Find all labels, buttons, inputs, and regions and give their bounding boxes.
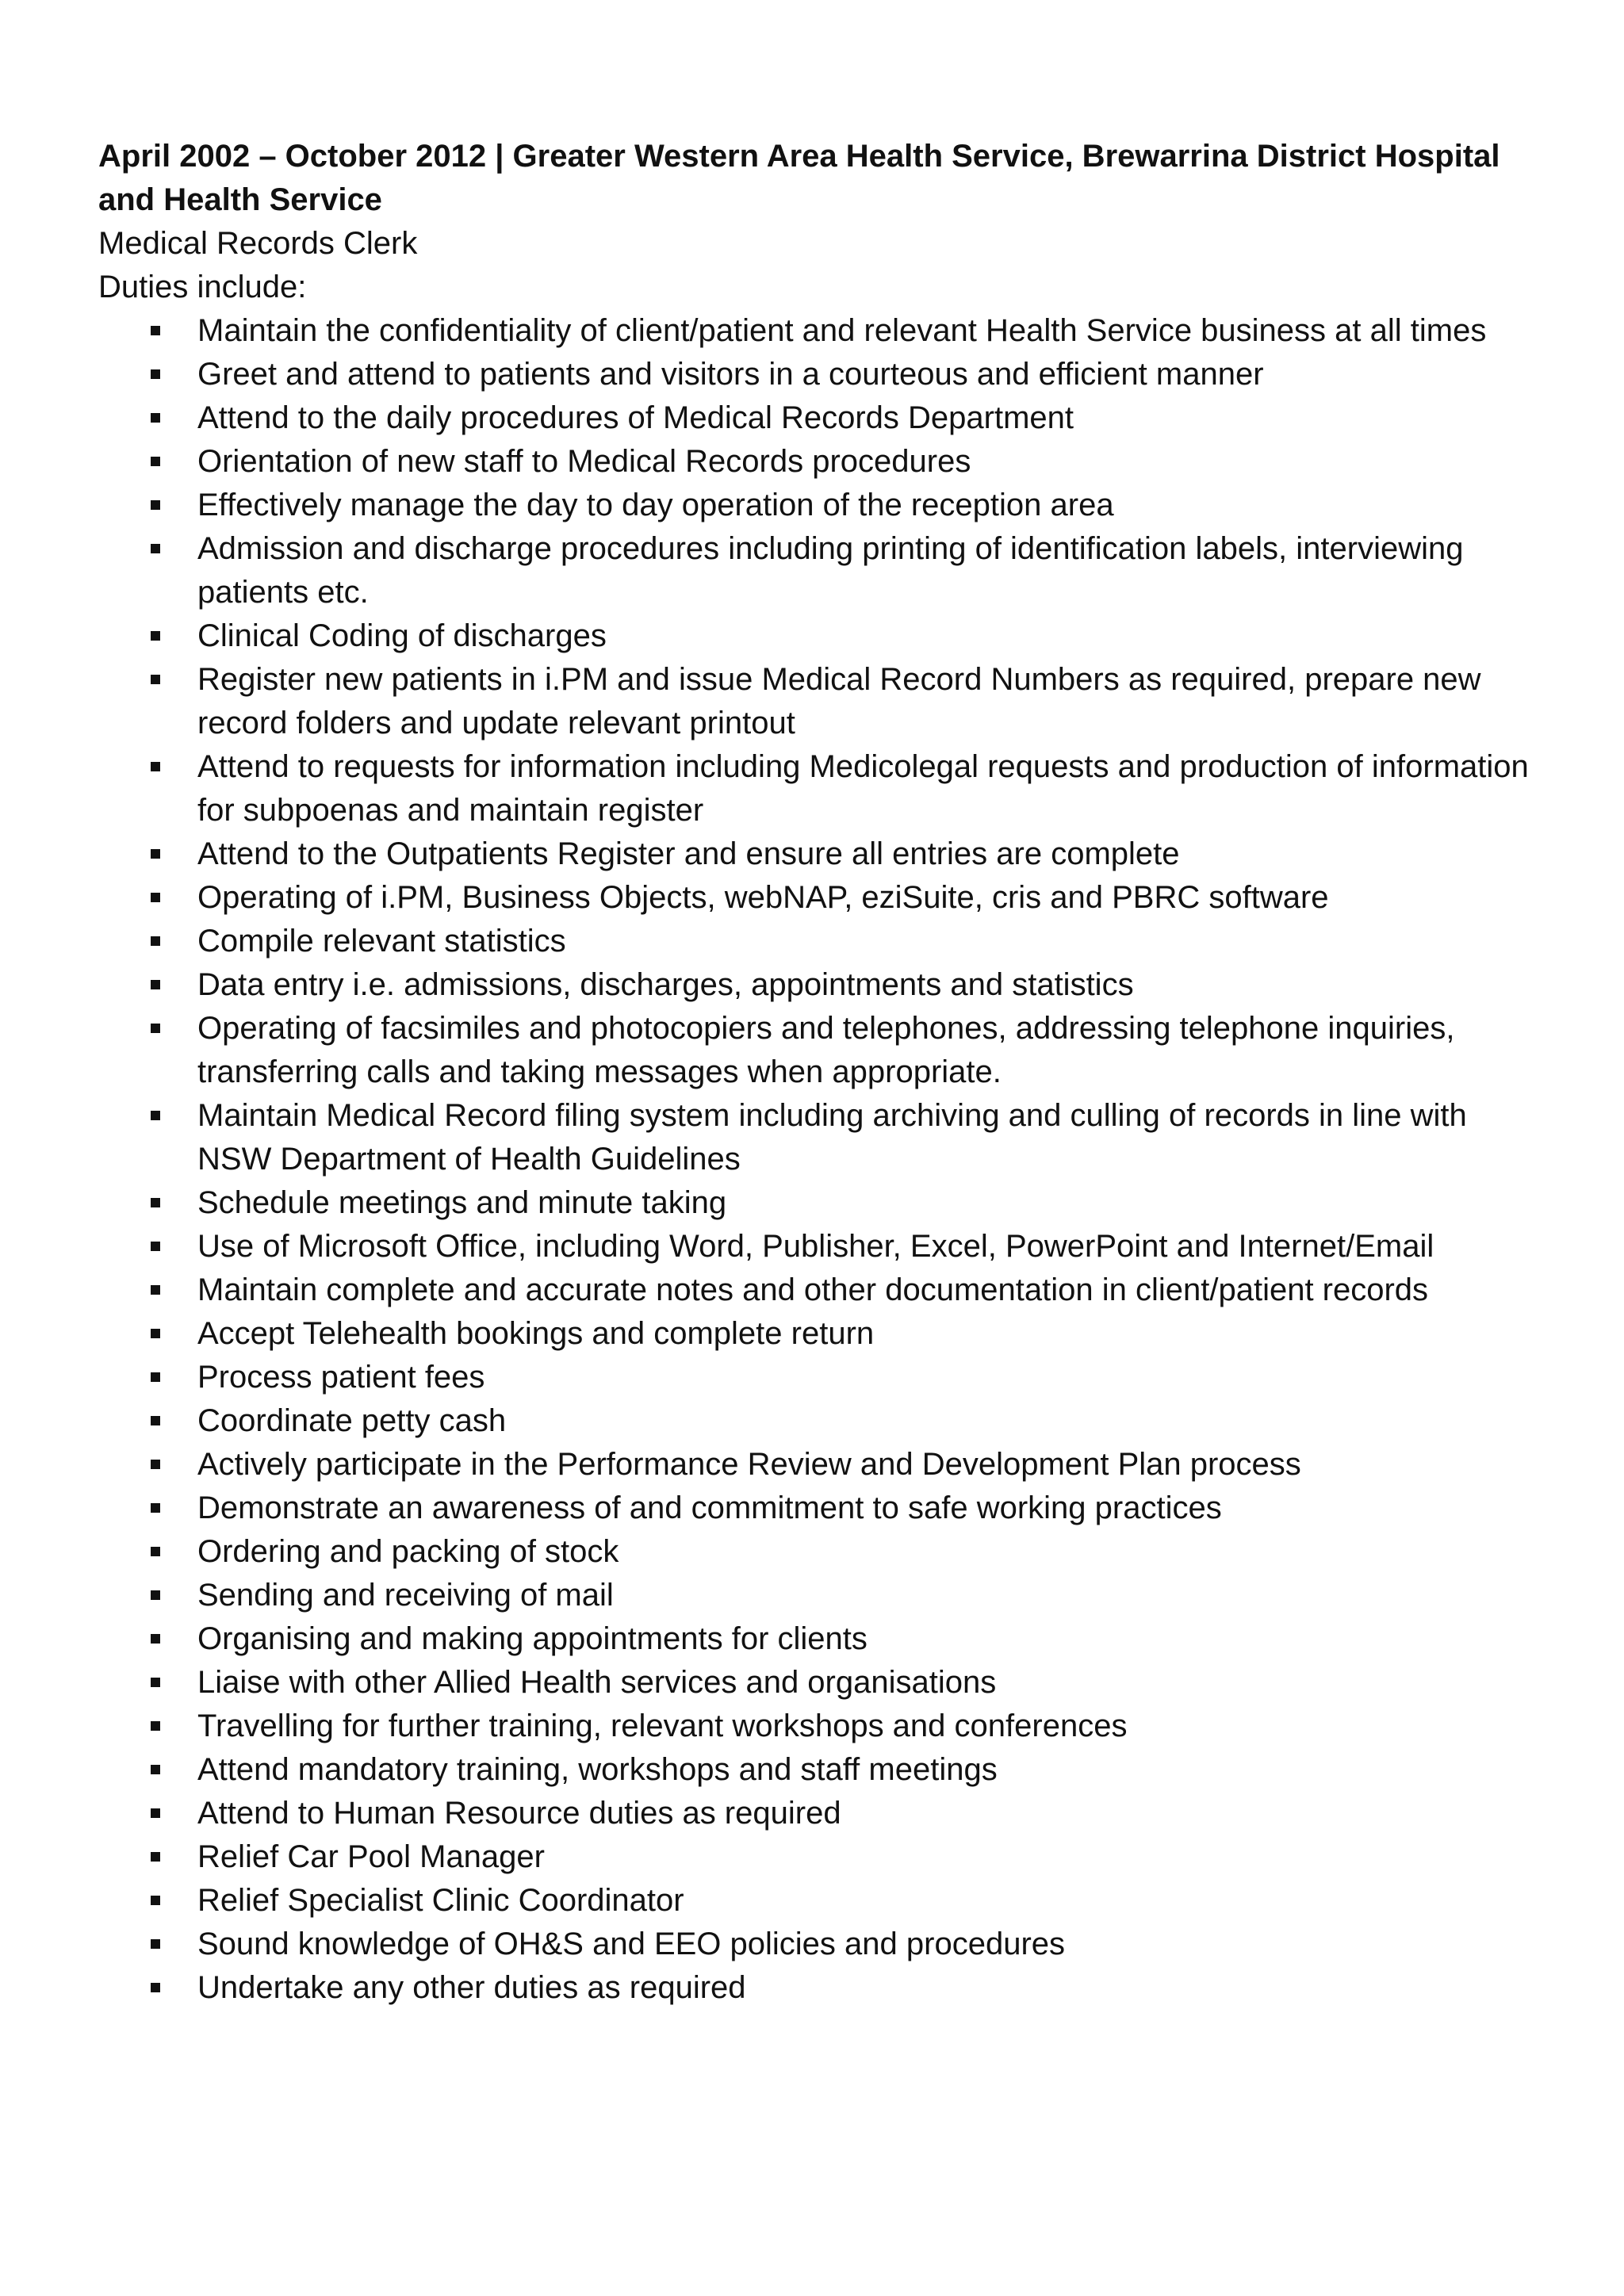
duty-item [98, 309, 1542, 353]
duty-item [98, 396, 1542, 440]
square-bullet-icon [151, 675, 160, 684]
duty-text: Compile relevant statistics [197, 924, 566, 959]
duty-text: Actively participate in the Performance Review and Development Plan process [197, 1447, 1301, 1482]
square-bullet-icon [151, 1808, 160, 1818]
duty-text: Organising and making appointments for clients [197, 1621, 868, 1656]
duty-item [98, 1661, 1542, 1705]
square-bullet-icon [151, 1503, 160, 1513]
duty-item [98, 1792, 1542, 1835]
duty-item [98, 1225, 1542, 1269]
square-bullet-icon [151, 1983, 160, 1992]
duty-text: Ordering and packing of stock [197, 1534, 619, 1569]
square-bullet-icon [151, 369, 160, 379]
duty-item [98, 1923, 1542, 1966]
duty-text: Sound knowledge of OH&S and EEO policies and procedures [197, 1927, 1066, 1961]
duty-item [98, 876, 1542, 920]
duty-text: Operating of facsimiles and photocopiers and telephones, addressing telephone inquiries, transferring calls and taking messages when appropriate. [197, 1011, 1455, 1089]
square-bullet-icon [151, 631, 160, 641]
duty-text: Schedule meetings and minute taking [197, 1185, 727, 1220]
square-bullet-icon [151, 1111, 160, 1120]
square-bullet-icon [151, 413, 160, 423]
duty-text: Travelling for further training, relevant workshops and conferences [197, 1709, 1128, 1743]
duty-item [98, 832, 1542, 876]
duty-text: Relief Car Pool Manager [197, 1839, 545, 1874]
duty-item [98, 1879, 1542, 1923]
duties-intro: Duties include: [98, 270, 307, 304]
duty-text: Attend to the daily procedures of Medical Records Department [197, 400, 1074, 435]
square-bullet-icon [151, 1939, 160, 1949]
duty-item [98, 1312, 1542, 1356]
duty-text: Liaise with other Allied Health services and organisations [197, 1665, 997, 1700]
duty-text: Use of Microsoft Office, including Word, Publisher, Excel, PowerPoint and Internet/Email [197, 1229, 1434, 1264]
duty-item [98, 1705, 1542, 1748]
duty-item [98, 1748, 1542, 1792]
duty-item [98, 745, 1542, 832]
square-bullet-icon [151, 1242, 160, 1251]
duty-item [98, 440, 1542, 484]
duty-item [98, 1530, 1542, 1574]
job-heading: April 2002 – October 2012 | Greater Western Area Health Service, Brewarrina District Hospital and Health Service [98, 139, 1500, 217]
square-bullet-icon [151, 936, 160, 946]
duty-item [98, 1617, 1542, 1661]
duty-item [98, 1094, 1542, 1181]
square-bullet-icon [151, 1416, 160, 1425]
duty-text: Coordinate petty cash [197, 1403, 507, 1438]
duty-text: Attend to Human Resource duties as required [197, 1796, 841, 1831]
duty-item [98, 1356, 1542, 1399]
duty-item [98, 658, 1542, 745]
duty-item [98, 1574, 1542, 1617]
duty-item [98, 1966, 1542, 2010]
duty-item [98, 484, 1542, 527]
duty-item [98, 1399, 1542, 1443]
duty-text: Maintain the confidentiality of client/patient and relevant Health Service business at all times [197, 313, 1487, 348]
square-bullet-icon [151, 893, 160, 902]
square-bullet-icon [151, 1721, 160, 1731]
duty-text: Process patient fees [197, 1360, 485, 1395]
duty-item [98, 614, 1542, 658]
square-bullet-icon [151, 1896, 160, 1905]
square-bullet-icon [151, 326, 160, 335]
square-bullet-icon [151, 1590, 160, 1600]
duty-item [98, 1007, 1542, 1094]
duty-text: Accept Telehealth bookings and complete return [197, 1316, 875, 1351]
duty-item [98, 1835, 1542, 1879]
duty-text: Sending and receiving of mail [197, 1578, 614, 1613]
duty-text: Operating of i.PM, Business Objects, webNAP, eziSuite, cris and PBRC software [197, 880, 1329, 915]
square-bullet-icon [151, 1285, 160, 1295]
duty-text: Data entry i.e. admissions, discharges, appointments and statistics [197, 967, 1134, 1002]
duty-item [98, 920, 1542, 963]
duty-text: Effectively manage the day to day operation of the reception area [197, 488, 1114, 522]
square-bullet-icon [151, 1329, 160, 1338]
duty-item [98, 1487, 1542, 1530]
duty-item [98, 1443, 1542, 1487]
duties-list [98, 309, 1542, 2010]
square-bullet-icon [151, 1852, 160, 1862]
duty-text: Register new patients in i.PM and issue Medical Record Numbers as required, prepare new record folders and update relevant printout [197, 662, 1481, 740]
square-bullet-icon [151, 1024, 160, 1033]
duty-text: Attend mandatory training, workshops and staff meetings [197, 1752, 998, 1787]
duty-text: Orientation of new staff to Medical Records procedures [197, 444, 971, 479]
square-bullet-icon [151, 1678, 160, 1687]
job-position: Medical Records Clerk [98, 226, 418, 261]
duty-text: Undertake any other duties as required [197, 1970, 746, 2005]
duty-item [98, 527, 1542, 614]
square-bullet-icon [151, 1460, 160, 1469]
duty-item [98, 1181, 1542, 1225]
duty-text: Maintain complete and accurate notes and other documentation in client/patient records [197, 1272, 1429, 1307]
square-bullet-icon [151, 1198, 160, 1207]
duty-text: Admission and discharge procedures including printing of identification labels, interviewing patients etc. [197, 531, 1464, 610]
duty-text: Maintain Medical Record filing system including archiving and culling of records in line with NSW Department of Health Guidelines [197, 1098, 1467, 1177]
duty-item [98, 963, 1542, 1007]
square-bullet-icon [151, 1547, 160, 1556]
square-bullet-icon [151, 762, 160, 771]
square-bullet-icon [151, 980, 160, 989]
square-bullet-icon [151, 1372, 160, 1382]
duty-text: Attend to the Outpatients Register and ensure all entries are complete [197, 836, 1180, 871]
duty-text: Relief Specialist Clinic Coordinator [197, 1883, 684, 1918]
square-bullet-icon [151, 457, 160, 466]
square-bullet-icon [151, 1634, 160, 1644]
duty-item [98, 353, 1542, 396]
square-bullet-icon [151, 849, 160, 859]
duty-text: Greet and attend to patients and visitors in a courteous and efficient manner [197, 357, 1264, 392]
duty-item [98, 1269, 1542, 1312]
square-bullet-icon [151, 500, 160, 510]
square-bullet-icon [151, 1765, 160, 1774]
square-bullet-icon [151, 544, 160, 553]
duty-text: Demonstrate an awareness of and commitment to safe working practices [197, 1490, 1222, 1525]
duty-text: Attend to requests for information including Medicolegal requests and production of information for subpoenas and maintain register [197, 749, 1529, 828]
job-entry [98, 135, 1542, 2010]
duty-text: Clinical Coding of discharges [197, 618, 607, 653]
